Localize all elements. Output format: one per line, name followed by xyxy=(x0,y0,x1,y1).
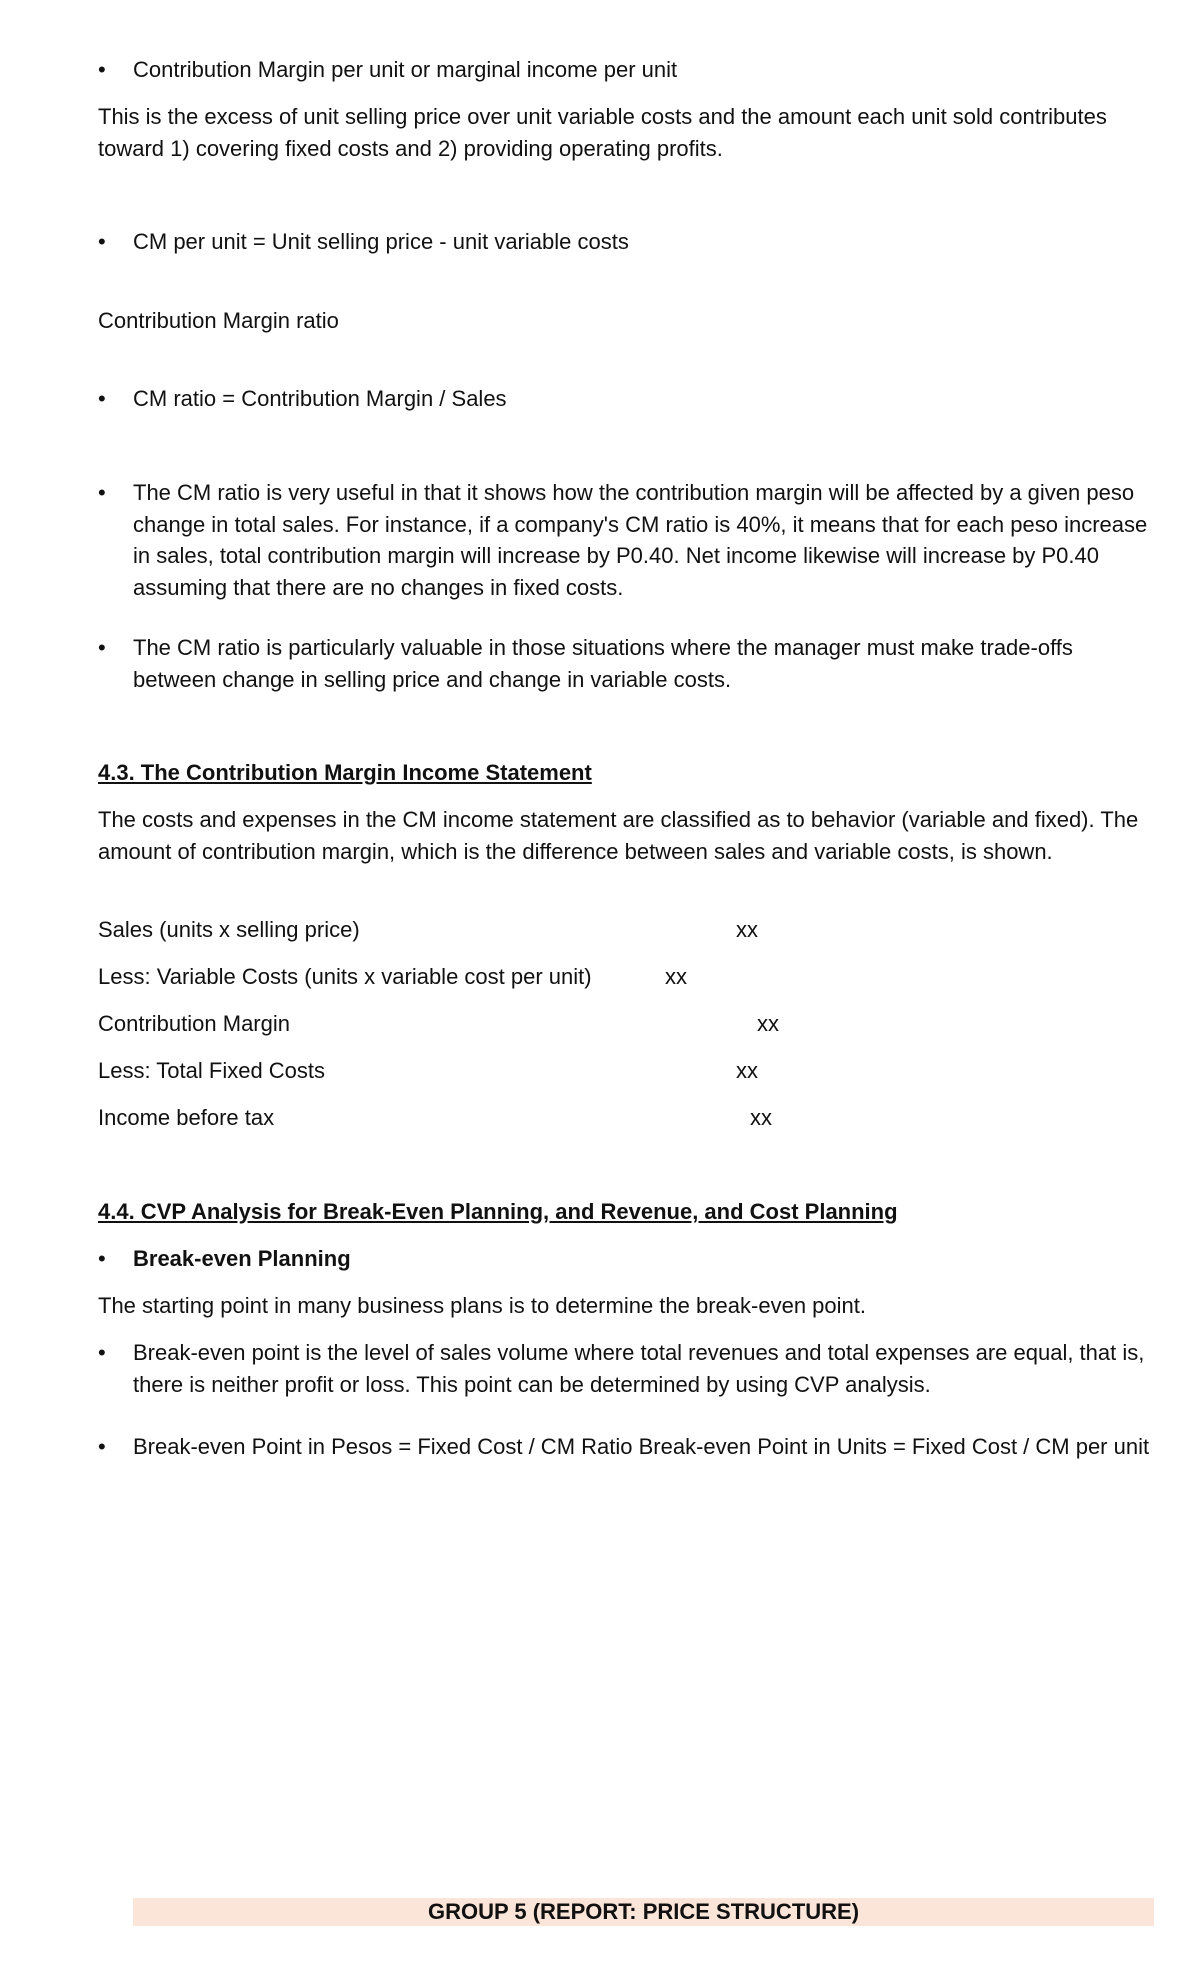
statement-amount-contribution-margin: xx xyxy=(757,1011,779,1036)
section-heading-cvp-analysis: 4.4. CVP Analysis for Break-Even Planning, and Revenue, and Cost Planning xyxy=(98,1199,898,1224)
bullet-glyph: • xyxy=(98,1434,106,1459)
bullet-glyph: • xyxy=(98,635,106,660)
para-break-even-start: The starting point in many business plans is to determine the break-even point. xyxy=(98,1293,866,1318)
para-cm-income-statement: The costs and expenses in the CM income statement are classified as to behavior (variable and fixed). The amount of contribution margin, which is the difference between sales and variable costs, is shown. xyxy=(98,807,1139,864)
statement-label-income-before-tax: Income before tax xyxy=(98,1105,275,1130)
bullet-break-even-formula-text: Break-even Point in Pesos = Fixed Cost / CM Ratio Break-even Point in Units = Fixed Cost / CM per unit xyxy=(133,1434,1150,1459)
bullet-cm-formula-text: CM per unit = Unit selling price - unit variable costs xyxy=(133,229,629,254)
bullet-glyph: • xyxy=(98,229,106,254)
statement-amount-sales: xx xyxy=(736,917,758,942)
footer-report-title: GROUP 5 (REPORT: PRICE STRUCTURE) xyxy=(427,1899,860,1924)
statement-amount-variable-costs: xx xyxy=(665,964,687,989)
bullet-glyph: • xyxy=(98,57,106,82)
statement-amount-fixed-costs: xx xyxy=(736,1058,758,1083)
bullet-break-even-planning-text: Break-even Planning xyxy=(133,1246,351,1271)
bullet-glyph: • xyxy=(98,480,106,505)
section-heading-cm-income-statement: 4.3. The Contribution Margin Income Statement xyxy=(98,760,592,785)
bullet-break-even-definition-text: Break-even point is the level of sales volume where total revenues and total expenses are equal, that is, there is neither profit or loss. This point can be determined by using CVP analysis. xyxy=(133,1340,1145,1397)
statement-label-sales: Sales (units x selling price) xyxy=(98,917,360,942)
bullet-cm-ratio-useful-text: The CM ratio is very useful in that it shows how the contribution margin will be affected by a given peso change in total sales. For instance, if a company's CM ratio is 40%, it means that for each peso increase in sales, total contribution margin will increase by P0.40. Net income likewise will increase by P0.40 assuming that there are no changes in fixed costs. xyxy=(133,480,1148,600)
bullet-cm-ratio-valuable-text: The CM ratio is particularly valuable in those situations where the manager must make trade-offs between change in selling price and change in variable costs. xyxy=(133,635,1073,692)
bullet-glyph: • xyxy=(98,386,106,411)
bullet-cm-per-unit-text: Contribution Margin per unit or marginal income per unit xyxy=(133,57,678,82)
label-cm-ratio: Contribution Margin ratio xyxy=(98,308,339,333)
statement-label-fixed-costs: Less: Total Fixed Costs xyxy=(98,1058,326,1083)
para-cm-definition: This is the excess of unit selling price over unit variable costs and the amount each unit sold contributes toward 1) covering fixed costs and 2) providing operating profits. xyxy=(98,104,1107,161)
statement-label-contribution-margin: Contribution Margin xyxy=(98,1011,290,1036)
bullet-cm-ratio-formula-text: CM ratio = Contribution Margin / Sales xyxy=(133,386,507,411)
bullet-glyph: • xyxy=(98,1246,106,1271)
statement-amount-income-before-tax: xx xyxy=(750,1105,772,1130)
bullet-glyph: • xyxy=(98,1340,106,1365)
statement-label-variable-costs: Less: Variable Costs (units x variable cost per unit) xyxy=(98,964,592,989)
